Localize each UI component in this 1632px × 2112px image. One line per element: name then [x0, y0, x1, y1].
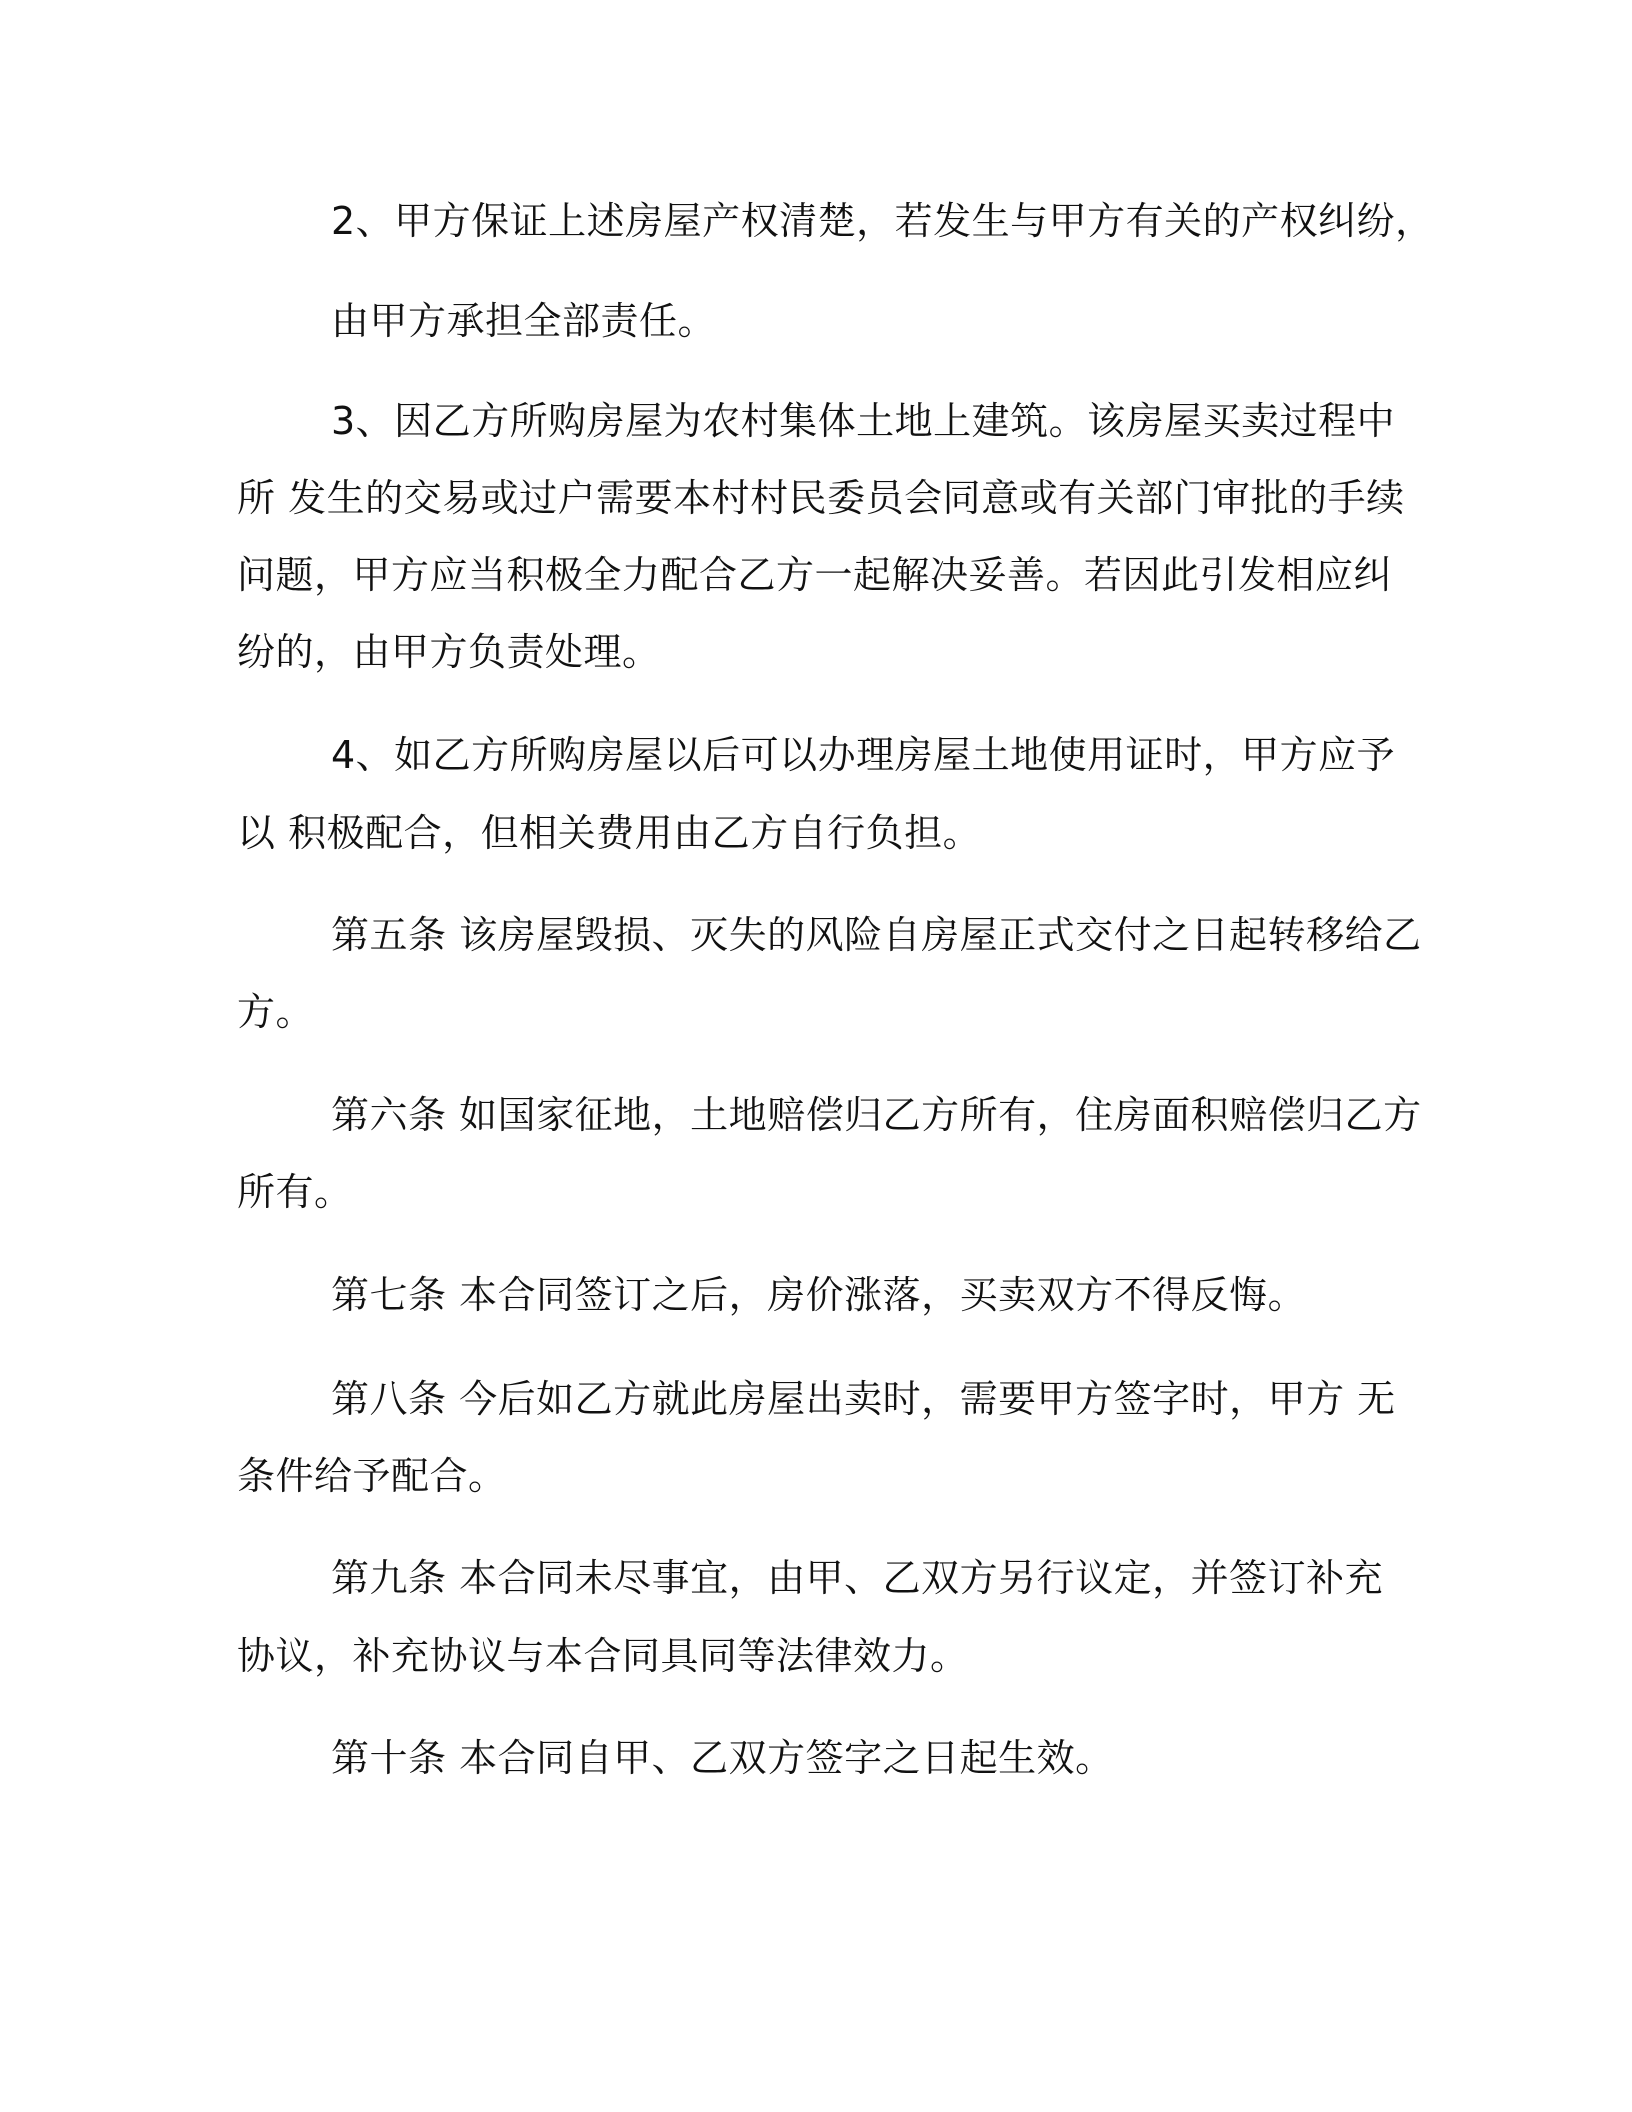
clause-3-line-2: 所 发生的交易或过户需要本村村民委员会同意或有关部门审批的手续: [237, 476, 1405, 520]
clause-4-line-2: 以 积极配合，但相关费用由乙方自行负担。: [237, 811, 982, 855]
clause-3-line-3: 问题，甲方应当积极全力配合乙方一起解决妥善。若因此引发相应纠: [237, 553, 1393, 597]
article-5-line-2: 方。: [237, 990, 315, 1034]
article-6-line-2: 所有。: [237, 1170, 353, 1214]
article-5-line-1: 第五条 该房屋毁损、灭失的风险自房屋正式交付之日起转移给乙: [331, 913, 1422, 957]
article-10-line-1: 第十条 本合同自甲、乙双方签字之日起生效。: [331, 1736, 1114, 1780]
article-9-line-1: 第九条 本合同未尽事宜，由甲、乙双方另行议定，并签订补充: [331, 1556, 1384, 1600]
clause-3-line-1: 3、因乙方所购房屋为农村集体土地上建筑。该房屋买卖过程中: [331, 399, 1396, 443]
article-9-line-2: 协议，补充协议与本合同具同等法律效力。: [237, 1634, 969, 1678]
article-6-line-1: 第六条 如国家征地，土地赔偿归乙方所有，住房面积赔偿归乙方: [331, 1093, 1422, 1137]
article-7-line-1: 第七条 本合同签订之后，房价涨落，买卖双方不得反悔。: [331, 1273, 1307, 1317]
article-8-line-2: 条件给予配合。: [237, 1454, 507, 1498]
clause-4-line-1: 4、如乙方所购房屋以后可以办理房屋土地使用证时，甲方应予: [331, 733, 1396, 777]
clause-2-line-2: 由甲方承担全部责任。: [331, 299, 717, 343]
article-8-line-1: 第八条 今后如乙方就此房屋出卖时，需要甲方签字时，甲方 无: [331, 1377, 1396, 1421]
clause-3-line-4: 纷的，由甲方负责处理。: [237, 630, 661, 674]
clause-2-line-1: 2、甲方保证上述房屋产权清楚，若发生与甲方有关的产权纠纷，: [331, 199, 1434, 243]
